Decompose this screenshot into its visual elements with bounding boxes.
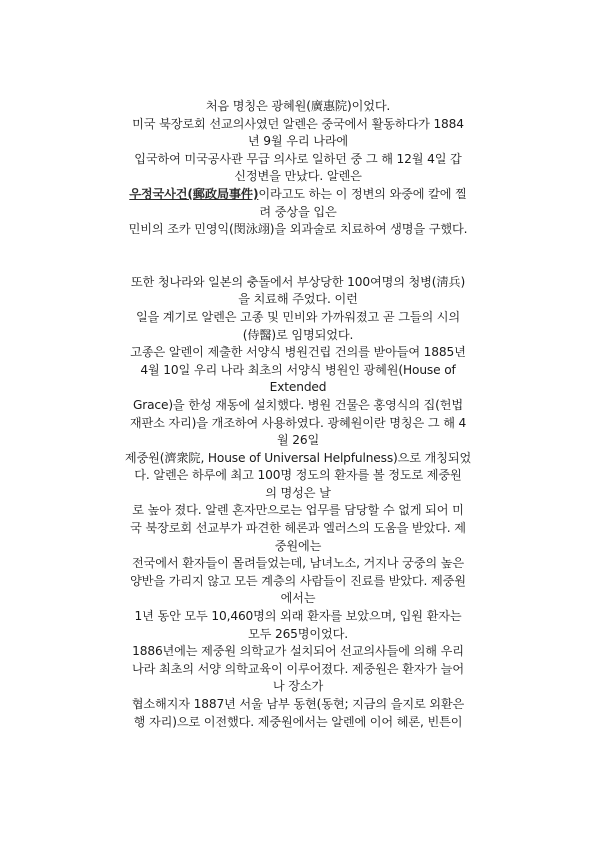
- text-line: 제중원(濟衆院, House of Universal Helpfulness)으로 개칭되었: [124, 450, 472, 465]
- text-line: 나 장소가: [272, 679, 324, 694]
- text-line: 협소해지자 1887년 서울 남부 동현(동현; 지금의 을지로 외환은: [131, 697, 465, 711]
- text-line: 4월 10일 우리 나라 최초의 서양식 병원인 광혜원(House of: [140, 362, 456, 377]
- text-line: 1886년에는 제중원 의학교가 설치되어 선교의사들에 의해 우리: [132, 644, 464, 659]
- text-line: 월 26일: [276, 433, 320, 448]
- text-line: Grace)을 한성 재동에 설치했다. 병원 건물은 홍영식의 집(헌법: [132, 397, 464, 412]
- text-line: 의 명성은 날: [265, 485, 331, 500]
- text-line: 행 자리)으로 이전했다. 제중원에서는 알렌에 이어 헤론, 빈튼이: [133, 714, 463, 729]
- emphasized-term: 우정국사건(郵政局事件): [129, 186, 259, 201]
- text-line: 양반을 가리지 않고 모든 계층의 사람들이 진료를 받았다. 제중원: [130, 573, 466, 588]
- text-line: 다. 알렌은 하루에 최고 100명 정도의 환자를 볼 정도로 제중원: [134, 468, 462, 483]
- paragraph-1: [84, 98, 512, 239]
- text-line: 려 중상을 입은: [259, 204, 337, 219]
- text-line: 미국 북장로회 선교의사였던 알렌은 중국에서 활동하다가 1884: [132, 116, 464, 131]
- text-line: 국 북장로회 선교부가 파견한 헤론과 엘러스의 도움을 받았다. 제: [130, 521, 466, 536]
- text-line: 1년 동안 모두 10,460명의 외래 환자를 보았으며, 입원 환자는: [134, 609, 462, 624]
- text-line: [84, 186, 512, 204]
- text-line: 입국하여 미국공사관 무급 의사로 일하던 중 그 해 12월 4일 갑: [134, 151, 462, 166]
- text-line: 에서는: [280, 591, 316, 606]
- text-line: 전국에서 환자들이 몰려들었는데, 남녀노소, 거지나 궁중의 높은: [132, 556, 464, 571]
- paragraph-2: [84, 274, 512, 731]
- text-line: 일을 계기로 알렌은 고종 및 민비와 가까워졌고 곧 그들의 시의: [135, 309, 461, 324]
- text-line: 고종은 알렌이 제출한 서양식 병원건립 건의를 받아들여 1885년: [130, 345, 466, 360]
- paragraph-gap: [84, 239, 512, 274]
- text-line: 나라 최초의 서양 의학교육이 이루어졌다. 제중원은 환자가 늘어: [132, 661, 464, 676]
- text-line: 모두 265명이었다.: [248, 626, 348, 641]
- text-line: 중원에는: [274, 538, 322, 553]
- text-line: 을 치료해 주었다. 이런: [238, 292, 358, 307]
- text-line: 신정변을 만났다. 알렌은: [234, 169, 362, 184]
- text-line: 민비의 조카 민영익(閔泳翊)을 외과술로 치료하여 생명을 구했다.: [128, 222, 468, 237]
- document-page: [84, 98, 512, 731]
- text-line-rest: 이라고도 하는 이 정변의 와중에 칼에 찔: [258, 186, 467, 201]
- text-line: 처음 명칭은 광혜원(廣惠院)이었다.: [205, 99, 391, 113]
- text-line: 또한 청나라와 일본의 충돌에서 부상당한 100여명의 청병(淸兵): [130, 274, 466, 289]
- text-line: (侍醫)로 임명되었다.: [242, 327, 354, 342]
- text-line: 년 9월 우리 나라에: [247, 134, 349, 149]
- text-line: 로 높아 졌다. 알렌 혼자만으로는 업무를 담당할 수 없게 되어 미: [132, 503, 464, 518]
- text-line: 재판소 자리)을 개조하여 사용하였다. 광혜원이란 명칭은 그 해 4: [129, 415, 467, 430]
- text-line: Extended: [269, 380, 327, 395]
